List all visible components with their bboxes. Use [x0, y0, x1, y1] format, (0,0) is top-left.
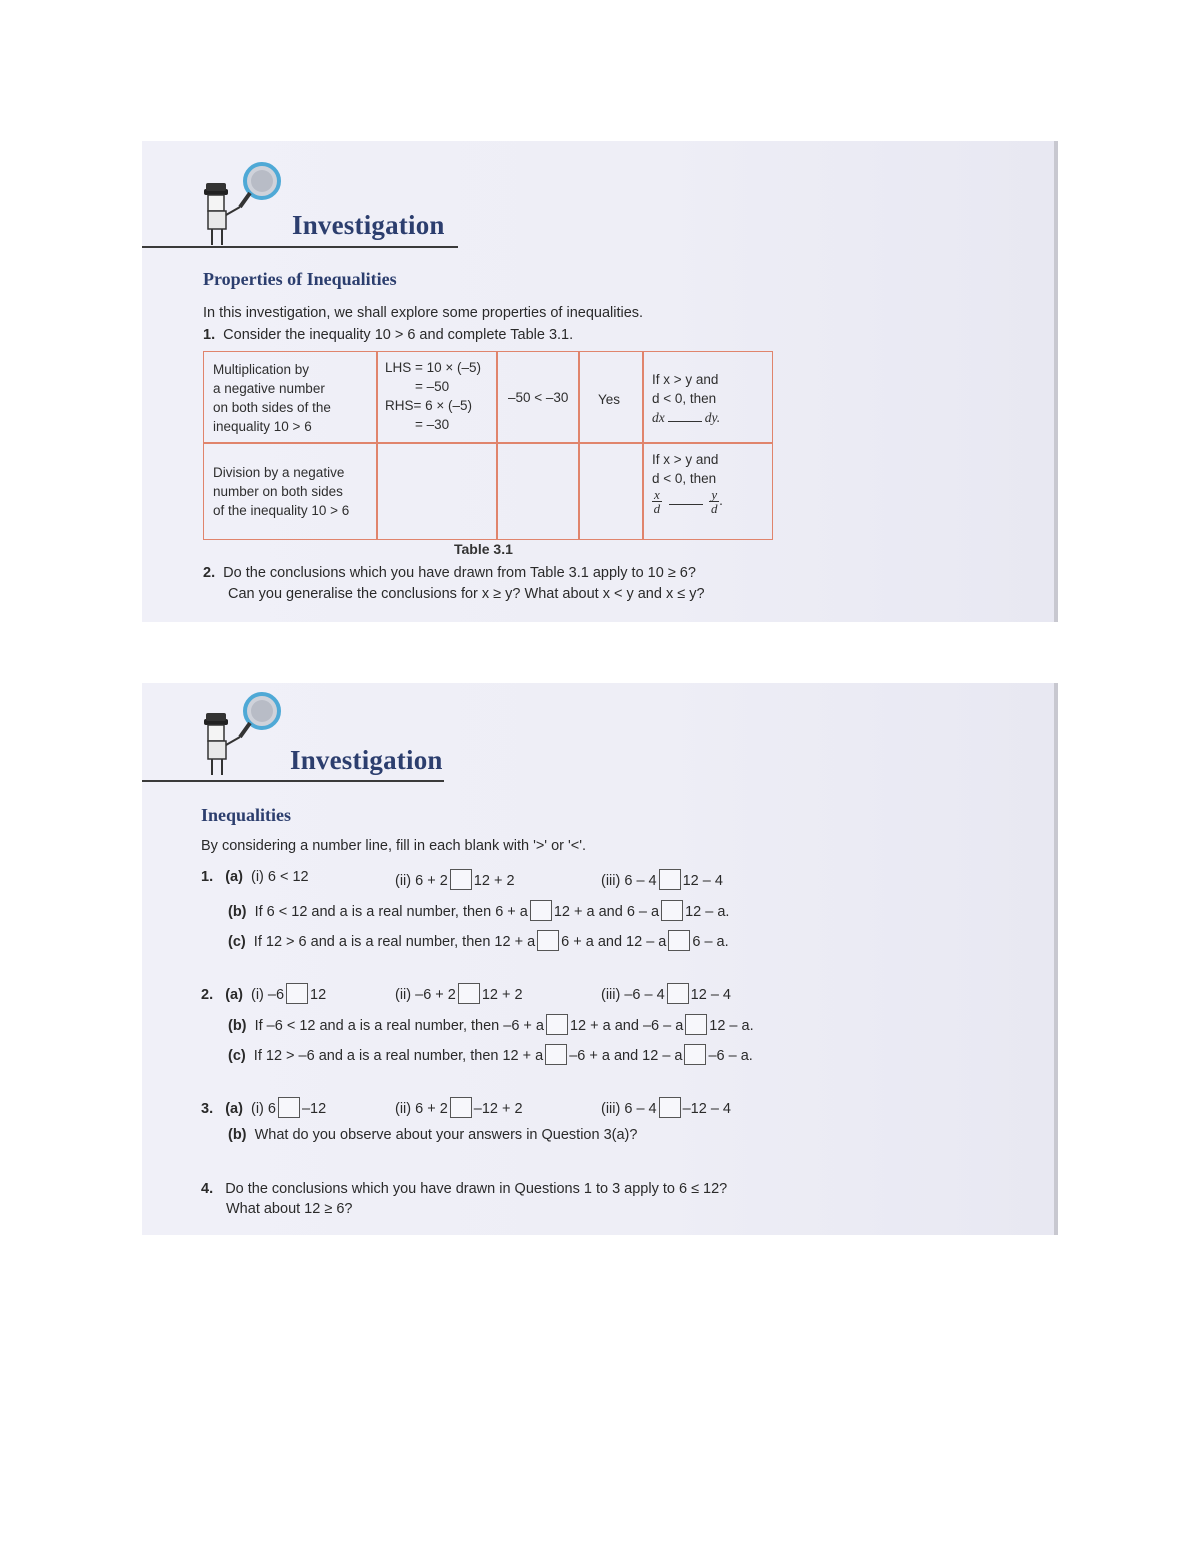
q4-row [201, 1181, 727, 1197]
table-divider [642, 352, 644, 539]
expr-left: (iii) 6 – 4 [601, 1101, 657, 1117]
title-underline [142, 246, 458, 248]
answer-blank[interactable] [669, 504, 703, 505]
cell-line: of the inequality 10 > 6 [213, 503, 350, 518]
part-label: (b) [228, 1127, 247, 1143]
q2-a-ii [395, 983, 523, 1004]
q2-b-row [228, 1014, 754, 1035]
cell-line: If x > y and [652, 372, 719, 387]
expr-left: (i) 6 [250, 1101, 276, 1117]
cell-line: Division by a negative [213, 465, 345, 480]
expr-left: (ii) 6 + 2 [395, 873, 448, 889]
expr-left: (iii) 6 – 4 [601, 873, 657, 889]
expr-left: (ii) 6 + 2 [395, 1101, 448, 1117]
part-label: (b) [228, 904, 247, 920]
q1-a-row [201, 869, 309, 885]
investigation-panel-1 [142, 141, 1058, 622]
expr-right: 12 + 2 [473, 873, 515, 889]
answer-blank[interactable] [668, 421, 702, 422]
question-number: 2. [203, 565, 216, 581]
numerator: y [711, 487, 718, 502]
q2-a-iii [601, 983, 731, 1004]
expr-right: –12 – 4 [682, 1101, 731, 1117]
cell-line: Multiplication by [213, 362, 310, 377]
answer-box[interactable] [530, 900, 552, 921]
cell-line: d < 0, then [652, 471, 717, 486]
part-label: (b) [228, 1018, 247, 1034]
denominator: d [710, 501, 718, 516]
cell-line: = –30 [415, 417, 450, 432]
row1-yes: Yes [598, 392, 621, 407]
fraction-x-over-d [652, 488, 662, 515]
text-part: 12 + a and –6 – a [569, 1018, 684, 1034]
text-part: If 12 > 6 and a is a real number, then 12 + a [253, 934, 536, 950]
question-number: 4. [201, 1181, 214, 1197]
cell-line [652, 408, 720, 427]
cell-line: on both sides of the [213, 400, 331, 415]
q1-a-ii [395, 869, 515, 890]
expr-right: 12 – 4 [682, 873, 723, 889]
item-i: (i) 6 < 12 [250, 869, 309, 885]
table-divider [376, 352, 378, 539]
cell-line: inequality 10 > 6 [213, 419, 312, 434]
answer-box[interactable] [667, 983, 689, 1004]
text-part: 12 + a and 6 – a [553, 904, 660, 920]
table-divider [578, 352, 580, 539]
answer-box[interactable] [450, 1097, 472, 1118]
question-1 [203, 327, 573, 343]
answer-box[interactable] [668, 930, 690, 951]
q3-a-ii [395, 1097, 523, 1118]
cell-line: number on both sides [213, 484, 343, 499]
cell-line: $\frac{x}{d}$ $\frac{y}{d}$ . [653, 487, 723, 516]
answer-box[interactable] [286, 983, 308, 1004]
part-label: (a) [225, 987, 243, 1003]
question-text: Consider the inequality 10 > 6 and complete Table 3.1. [223, 327, 574, 343]
rule-expr: dx [652, 410, 665, 425]
text-part: 6 + a and 12 – a [561, 934, 667, 950]
answer-box[interactable] [659, 869, 681, 890]
row2-description [213, 463, 349, 520]
q1-b-row [228, 900, 729, 921]
numerator: x [654, 487, 660, 502]
q3-a-iii [601, 1097, 731, 1118]
cell-line: RHS= 6 × (–5) [385, 398, 473, 413]
cell-line: = –50 [415, 379, 450, 394]
q3-b-row [228, 1127, 637, 1143]
denominator: d [653, 501, 661, 516]
table-caption: Table 3.1 [454, 541, 513, 557]
question-2 [203, 565, 696, 581]
answer-box[interactable] [537, 930, 559, 951]
text-part: 6 – a. [692, 934, 729, 950]
text-part: What do you observe about your answers in Question 3(a)? [254, 1127, 638, 1143]
text-part: 12 – a. [709, 1018, 754, 1034]
q2-a-row [201, 983, 326, 1004]
table-divider [496, 352, 498, 539]
q3-a-row [201, 1097, 326, 1118]
cell-line: If x > y and [652, 452, 719, 467]
text-part: 12 – a. [685, 904, 730, 920]
table-divider [204, 442, 772, 444]
part-label: (c) [228, 934, 246, 950]
detective-mascot-icon [200, 159, 290, 249]
expr-right: –12 + 2 [473, 1101, 523, 1117]
expr-right: 12 + 2 [481, 987, 523, 1003]
q1-a-iii [601, 869, 723, 890]
row2-rule [652, 450, 723, 515]
section-subtitle: Inequalities [201, 805, 292, 825]
question-number: 1. [201, 869, 214, 885]
question-text: Do the conclusions which you have drawn from Table 3.1 apply to 10 ≥ 6? [223, 565, 696, 581]
q4-line-2: What about 12 ≥ 6? [226, 1201, 353, 1217]
detective-mascot-icon [200, 689, 290, 779]
answer-box[interactable] [450, 869, 472, 890]
text-part: If 6 < 12 and a is a real number, then 6 + a [254, 904, 528, 920]
row1-rule [652, 370, 720, 427]
investigation-title: Investigation [292, 210, 445, 240]
answer-box[interactable] [684, 1044, 706, 1065]
part-label: (c) [228, 1048, 246, 1064]
question-number: 3. [201, 1101, 214, 1117]
expr-left: (ii) –6 + 2 [395, 987, 456, 1003]
expr-left: (iii) –6 – 4 [601, 987, 665, 1003]
text-part: –6 + a and 12 – a [569, 1048, 683, 1064]
cell-line: LHS = 10 × (–5) [385, 360, 482, 375]
expr-right: 12 [310, 987, 327, 1003]
intro-text: In this investigation, we shall explore some properties of inequalities. [203, 305, 644, 321]
text-part: If 12 > –6 and a is a real number, then 12 + a [253, 1048, 544, 1064]
part-label: (a) [225, 869, 243, 885]
answer-box[interactable] [545, 1044, 567, 1065]
answer-box[interactable] [546, 1014, 568, 1035]
answer-box[interactable] [685, 1014, 707, 1035]
text-part: If –6 < 12 and a is a real number, then –6 + a [254, 1018, 544, 1034]
answer-box[interactable] [659, 1097, 681, 1118]
investigation-panel-2 [142, 683, 1058, 1235]
investigation-title: Investigation [290, 745, 443, 775]
expr-right: 12 – 4 [690, 987, 731, 1003]
text-part: –6 – a. [708, 1048, 753, 1064]
question-number: 1. [203, 327, 216, 343]
answer-box[interactable] [278, 1097, 300, 1118]
title-underline [142, 780, 444, 782]
q2-c-row [228, 1044, 753, 1065]
question-text: Do the conclusions which you have drawn in Questions 1 to 3 apply to 6 ≤ 12? [225, 1181, 728, 1197]
table-3-1 [203, 351, 773, 540]
rule-expr: dy. [704, 410, 721, 425]
expr-left: (i) –6 [250, 987, 285, 1003]
fraction-y-over-d [709, 488, 719, 515]
answer-box[interactable] [661, 900, 683, 921]
answer-box[interactable] [458, 983, 480, 1004]
question-number: 2. [201, 987, 214, 1003]
cell-line: d < 0, then [652, 391, 717, 406]
section-subtitle: Properties of Inequalities [203, 269, 397, 289]
row1-calculation [385, 358, 481, 434]
cell-line: a negative number [213, 381, 325, 396]
row1-comparison: –50 < –30 [508, 390, 569, 405]
row1-description [213, 360, 331, 436]
part-label: (a) [225, 1101, 243, 1117]
expr-right: –12 [301, 1101, 327, 1117]
question-2-line-2: Can you generalise the conclusions for x ≥ y? What about x < y and x ≤ y? [228, 586, 705, 602]
intro-text: By considering a number line, fill in each blank with '>' or '<'. [201, 838, 587, 854]
q1-c-row [228, 930, 729, 951]
